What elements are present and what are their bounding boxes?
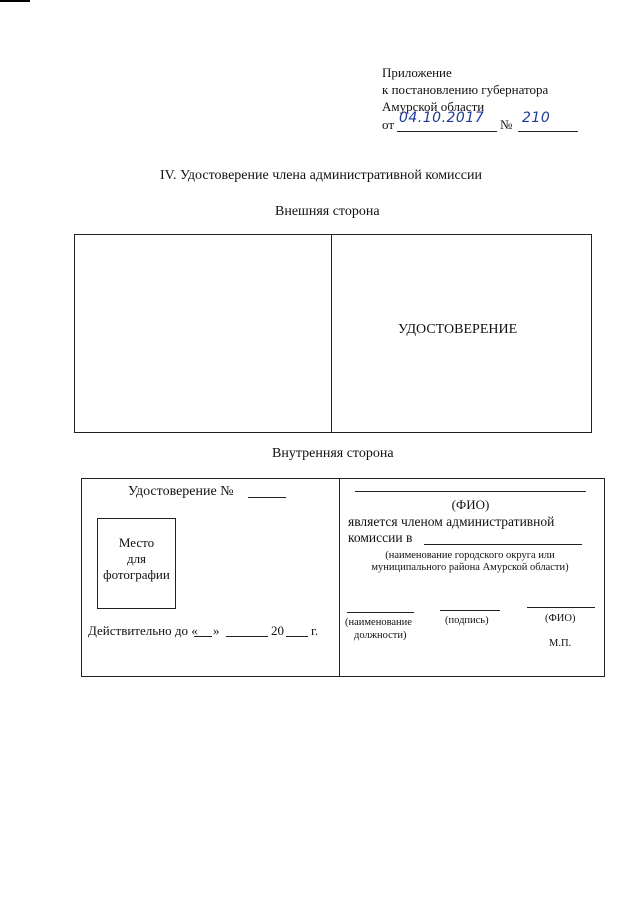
sign-position-caption-2: должности) xyxy=(354,630,407,641)
member-line-2: комиссии в xyxy=(348,530,413,545)
valid-until-prefix: Действительно до « xyxy=(88,623,198,638)
outer-side-heading: Внешняя сторона xyxy=(275,204,380,219)
seal-label: М.П. xyxy=(549,638,572,649)
cert-number-label: Удостоверение № xyxy=(128,484,234,499)
district-caption-1: (наименование городского округа или xyxy=(385,550,555,561)
member-line-1: является членом административной xyxy=(348,514,555,529)
valid-quote-close: » xyxy=(213,623,220,638)
fio-line xyxy=(355,491,586,492)
fio-caption: (ФИО) xyxy=(451,497,490,512)
inner-side-heading: Внутренняя сторона xyxy=(272,446,394,461)
appendix-title: Приложение xyxy=(382,65,452,80)
district-caption-2: муниципального района Амурской области) xyxy=(371,562,569,573)
sign-fio-line xyxy=(527,607,595,608)
valid-day-line xyxy=(194,636,212,637)
valid-year-suffix: г. xyxy=(311,623,319,638)
sign-position-line xyxy=(347,612,414,613)
scan-edge-mark xyxy=(0,0,30,2)
appendix-date-prefix: от xyxy=(382,117,395,132)
photo-label-1: Место xyxy=(118,535,155,550)
valid-month-line xyxy=(226,636,268,637)
section-title: IV. Удостоверение члена административной комиссии xyxy=(160,168,482,183)
appendix-region: Амурской области xyxy=(382,99,485,114)
sign-signature-caption: (подпись) xyxy=(445,615,489,626)
appendix-date-value: 04.10.2017 xyxy=(399,110,485,126)
photo-label-3: фотографии xyxy=(103,567,170,582)
number-underline xyxy=(518,131,578,132)
photo-label-2: для xyxy=(126,551,147,566)
valid-year-prefix: 20 xyxy=(271,623,284,638)
appendix-number-prefix: № xyxy=(500,117,513,132)
date-underline xyxy=(397,131,497,132)
inner-side-fold xyxy=(339,478,340,676)
sign-fio-caption: (ФИО) xyxy=(545,613,576,624)
outer-side-title: УДОСТОВЕРЕНИЕ xyxy=(398,322,518,337)
valid-year-line xyxy=(286,636,308,637)
commission-line xyxy=(424,544,582,545)
appendix-decree: к постановлению губернатора xyxy=(382,82,549,97)
cert-number-line xyxy=(248,497,286,498)
sign-signature-line xyxy=(440,610,500,611)
sign-position-caption-1: (наименование xyxy=(345,617,412,628)
appendix-number-value: 210 xyxy=(522,110,551,126)
outer-side-fold xyxy=(331,234,332,432)
